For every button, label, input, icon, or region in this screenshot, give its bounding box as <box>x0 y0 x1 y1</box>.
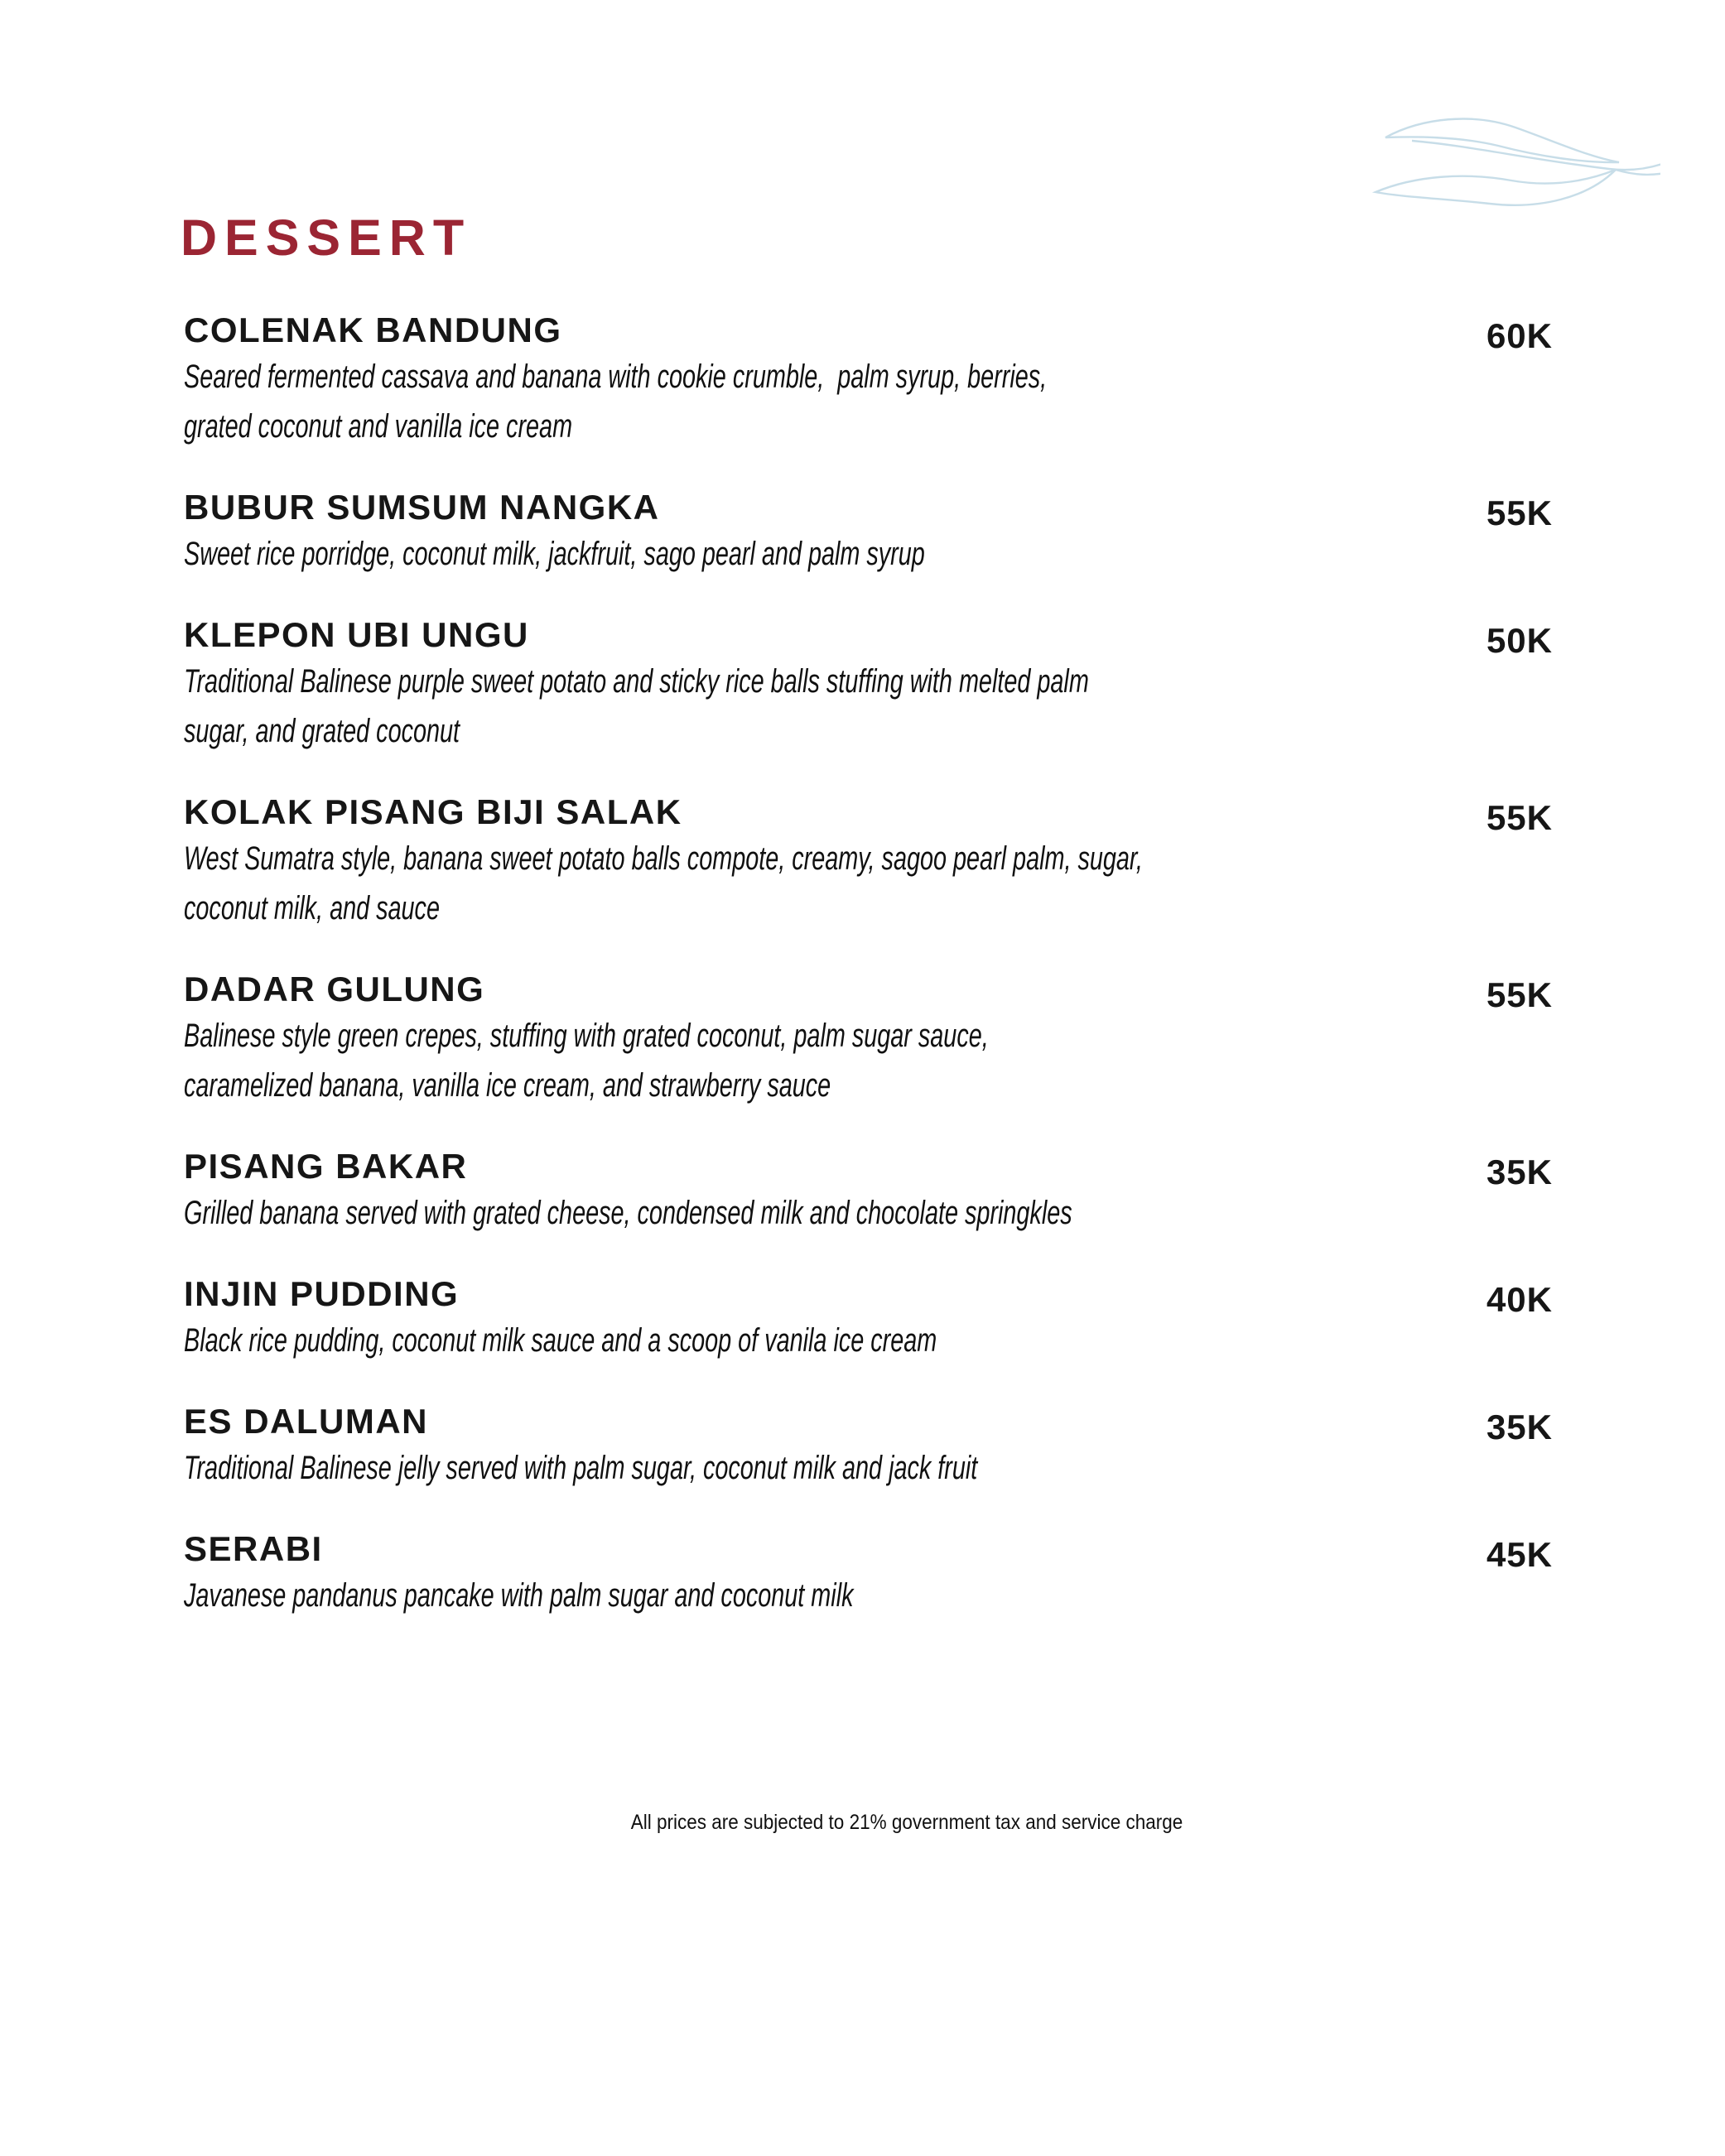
item-name: DADAR GULUNG <box>184 970 485 1008</box>
item-name: SERABI <box>184 1529 323 1568</box>
item-desc-line: coconut milk, and sauce <box>184 890 440 926</box>
item-desc-line: Grilled banana served with grated cheese, condensed milk and chocolate springkles <box>184 1195 1072 1231</box>
menu-item <box>184 791 1553 933</box>
item-desc <box>184 352 1553 451</box>
footer-tax-note: All prices are subjected to 21% government tax and service charge <box>630 1811 1183 1834</box>
item-desc <box>184 1443 1553 1493</box>
item-price: 55K <box>1486 798 1553 837</box>
item-name: ES DALUMAN <box>184 1402 428 1441</box>
menu-item <box>184 968 1553 1110</box>
item-desc <box>184 1571 1553 1620</box>
menu-item <box>184 1400 1553 1493</box>
item-price: 50K <box>1486 621 1553 660</box>
item-desc-line: grated coconut and vanilla ice cream <box>184 408 573 445</box>
menu-item <box>184 309 1553 451</box>
menu-item <box>184 614 1553 756</box>
item-desc-line: West Sumatra style, banana sweet potato balls compote, creamy, sagoo pearl palm, sugar, <box>184 840 1143 877</box>
item-desc <box>184 529 1553 579</box>
item-desc <box>184 834 1553 933</box>
page-title: DESSERT <box>181 209 472 266</box>
item-name: KOLAK PISANG BIJI SALAK <box>184 792 682 831</box>
item-desc <box>184 1188 1553 1238</box>
item-name: PISANG BAKAR <box>184 1147 468 1186</box>
menu-item <box>184 1145 1553 1238</box>
item-desc-line: Balinese style green crepes, stuffing with grated coconut, palm sugar sauce, <box>184 1018 989 1054</box>
item-desc-line: sugar, and grated coconut <box>184 713 460 749</box>
item-desc-line: Seared fermented cassava and banana with cookie crumble, palm syrup, berries, <box>184 359 1048 395</box>
item-desc <box>184 1011 1553 1110</box>
item-price: 40K <box>1486 1280 1553 1319</box>
menu-list <box>184 309 1553 1655</box>
item-desc-line: Black rice pudding, coconut milk sauce and a scoop of vanila ice cream <box>184 1322 937 1359</box>
item-price: 60K <box>1486 316 1553 355</box>
menu-item <box>184 486 1553 579</box>
item-desc <box>184 1316 1553 1365</box>
item-name: INJIN PUDDING <box>184 1274 460 1313</box>
item-desc-line: Sweet rice porridge, coconut milk, jackfruit, sago pearl and palm syrup <box>184 536 925 572</box>
wave-leaf-logo-icon <box>1362 93 1660 221</box>
item-price: 55K <box>1486 975 1553 1014</box>
item-name: COLENAK BANDUNG <box>184 310 562 349</box>
menu-item <box>184 1528 1553 1620</box>
item-desc-line: Traditional Balinese jelly served with palm sugar, coconut milk and jack fruit <box>184 1450 978 1486</box>
item-name: BUBUR SUMSUM NANGKA <box>184 488 660 527</box>
menu-item <box>184 1273 1553 1365</box>
item-desc-line: Traditional Balinese purple sweet potato and sticky rice balls stuffing with melted palm <box>184 663 1089 700</box>
item-price: 55K <box>1486 493 1553 532</box>
item-desc-line: Javanese pandanus pancake with palm sugar and coconut milk <box>184 1577 854 1614</box>
item-name: KLEPON UBI UNGU <box>184 615 529 654</box>
item-price: 35K <box>1486 1153 1553 1191</box>
item-desc-line: caramelized banana, vanilla ice cream, and strawberry sauce <box>184 1067 831 1104</box>
item-desc <box>184 657 1553 756</box>
item-price: 45K <box>1486 1535 1553 1574</box>
item-price: 35K <box>1486 1408 1553 1446</box>
